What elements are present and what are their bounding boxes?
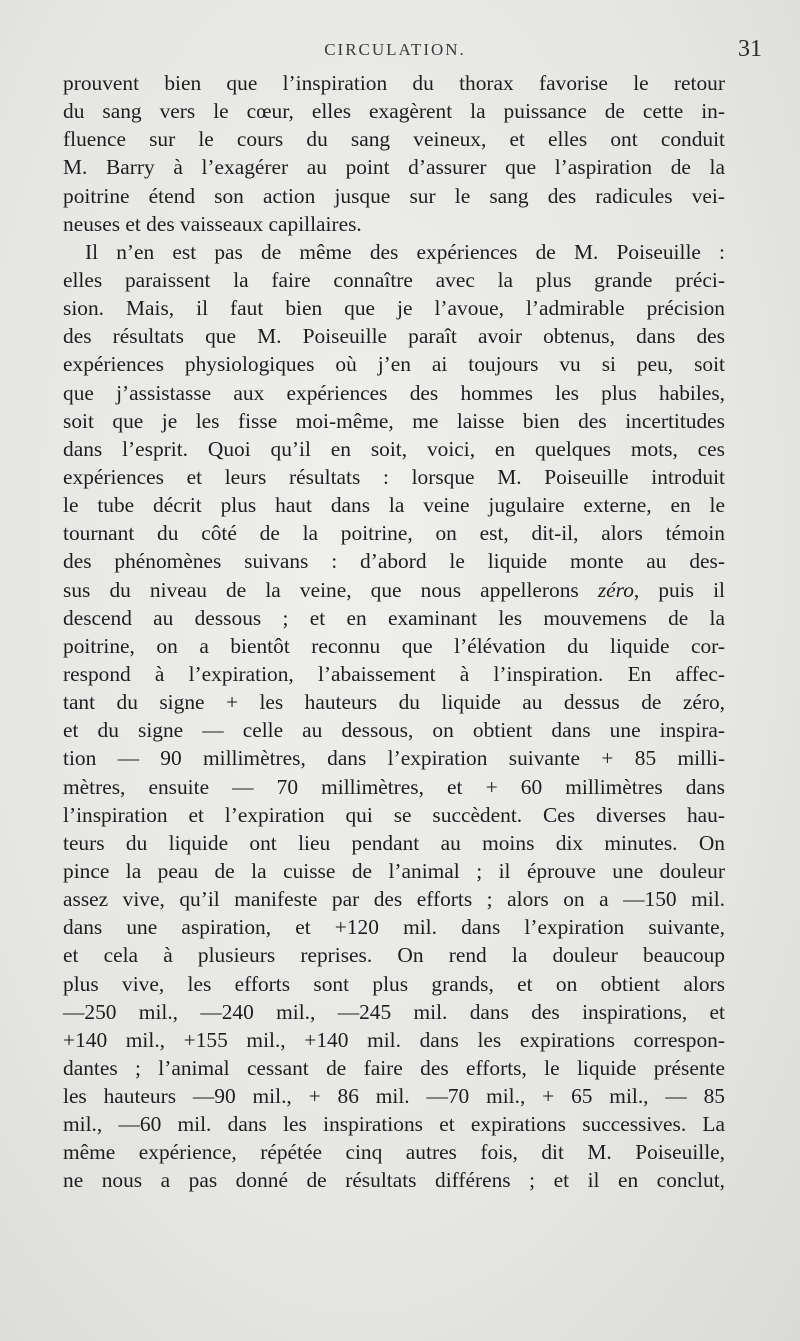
italic-word: zéro <box>597 577 634 602</box>
text-line: fluence sur le cours du sang veineux, et elles ont conduit <box>63 127 725 152</box>
text-line: respond à l’expiration, l’abaissement à l’inspiration. En affec- <box>63 661 725 686</box>
page-header <box>0 36 800 70</box>
text-line: pince la peau de la cuisse de l’animal ; il éprouve une douleur <box>63 858 725 883</box>
text-line: des résultats que M. Poiseuille paraît avoir obtenus, dans des <box>63 324 725 349</box>
text-line: dantes ; l’animal cessant de faire des efforts, le liquide présente <box>63 1055 725 1080</box>
text-line: soit que je les fisse moi-même, me laisse bien des incertitudes <box>63 408 725 433</box>
text-line: ne nous a pas donné de résultats différens ; et il en conclut, <box>63 1168 725 1193</box>
text-line: du sang vers le cœur, elles exagèrent la puissance de cette in- <box>63 99 725 124</box>
text-line: teurs du liquide ont lieu pendant au moins dix minutes. On <box>63 830 725 855</box>
page-number: 31 <box>738 36 762 62</box>
text-line: et du signe — celle au dessous, on obtient dans une inspira- <box>63 718 725 743</box>
text-line: assez vive, qu’il manifeste par des efforts ; alors on a —150 mil. <box>63 887 725 912</box>
text-line: le tube décrit plus haut dans la veine jugulaire externe, en le <box>63 493 725 518</box>
text-line: expériences et leurs résultats : lorsque M. Poiseuille introduit <box>63 464 725 489</box>
text-line: tournant du côté de la poitrine, on est, dit-il, alors témoin <box>63 521 725 546</box>
body-text <box>63 69 725 1195</box>
text-line: tant du signe + les hauteurs du liquide au dessus de zéro, <box>63 690 725 715</box>
text-line <box>63 576 725 604</box>
text-line: poitrine étend son action jusque sur le sang des radicules vei- <box>63 183 725 208</box>
text-line: mètres, ensuite — 70 millimètres, et + 60 millimètres dans <box>63 774 725 799</box>
text-line: poitrine, on a bientôt reconnu que l’élévation du liquide cor- <box>63 633 725 658</box>
text-line: dans l’esprit. Quoi qu’il en soit, voici, en quelques mots, ces <box>63 436 725 461</box>
text-line: elles paraissent la faire connaître avec la plus grande préci- <box>63 267 725 292</box>
text-line: descend au dessous ; et en examinant les mouvemens de la <box>63 605 725 630</box>
text-fragment: , puis il <box>633 577 725 602</box>
text-line: les hauteurs —90 mil., + 86 mil. —70 mil., + 65 mil., — 85 <box>63 1084 725 1109</box>
text-line: que j’assistasse aux expériences des hommes les plus habiles, <box>63 380 725 405</box>
text-line: des phénomènes suivans : d’abord le liquide monte au des- <box>63 549 725 574</box>
text-line: tion — 90 millimètres, dans l’expiration suivante + 85 milli- <box>63 746 725 771</box>
running-title: CIRCULATION. <box>324 40 466 59</box>
text-line: neuses et des vaisseaux capillaires. <box>63 211 362 236</box>
text-line: sion. Mais, il faut bien que je l’avoue, l’admirable précision <box>63 296 725 321</box>
text-line: et cela à plusieurs reprises. On rend la douleur beaucoup <box>63 943 725 968</box>
text-line: Il n’en est pas de même des expériences de M. Poiseuille : <box>85 239 725 264</box>
text-line: prouvent bien que l’inspiration du thorax favorise le retour <box>63 71 725 95</box>
text-line: dans une aspiration, et +120 mil. dans l’expiration suivante, <box>63 915 725 940</box>
text-line: l’inspiration et l’expiration qui se succèdent. Ces diverses hau- <box>63 802 725 827</box>
text-line: M. Barry à l’exagérer au point d’assurer que l’aspiration de la <box>63 155 725 180</box>
text-line: plus vive, les efforts sont plus grands, et on obtient alors <box>63 971 725 996</box>
text-line: —250 mil., —240 mil., —245 mil. dans des inspirations, et <box>63 999 725 1024</box>
text-line: même expérience, répétée cinq autres fois, dit M. Poiseuille, <box>63 1140 725 1165</box>
text-fragment: sus du niveau de la veine, que nous appellerons <box>63 577 579 602</box>
text-line: +140 mil., +155 mil., +140 mil. dans les expirations correspon- <box>63 1027 725 1052</box>
text-line: mil., —60 mil. dans les inspirations et expirations successives. La <box>63 1112 725 1137</box>
text-line: expériences physiologiques où j’en ai toujours vu si peu, soit <box>63 352 725 377</box>
